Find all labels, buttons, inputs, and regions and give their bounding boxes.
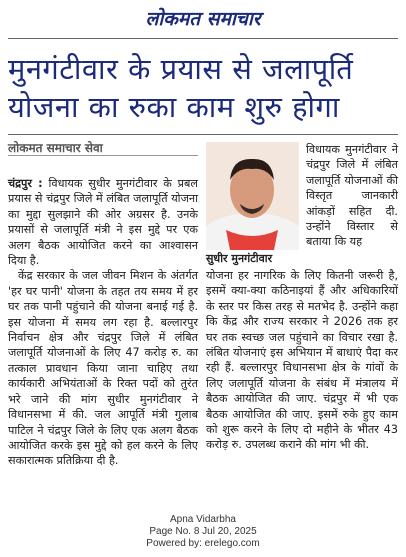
photo-sudhir-mungantiwar bbox=[206, 142, 299, 250]
masthead-rule bbox=[8, 38, 398, 39]
photo-caption: सुधीर मुनगंटीवार bbox=[206, 252, 273, 265]
lead-paragraph bbox=[8, 176, 198, 268]
right-column-bottom bbox=[206, 268, 398, 453]
lead-text: विधायक सुधीर मुनगंटीवार के प्रबल प्रयास से चंद्रपुर जिले में लंबित जलापूर्ति योजना का मुद्दा सुलझाने की ओर अग्रसर है. उनके प्रयासों से जलापूर्ति मंत्री ने इस मुद्दे पर एक अलग बैठक आयोजित करने का आश्वासन दिया है. bbox=[8, 177, 198, 268]
right-bottom-text: योजना हर नागरिक के लिए कितनी जरूरी है, इसमें क्या-क्या कठिनाइयां हैं और अधिकारियों के स्तर पर किस तरह से मतभेद है. उन्होंने कहा कि केंद्र और राज्य सरकार ने 2026 तक हर घर तक स्वच्छ जल पहुंचाने का विचार रखा है. लंबित योजनाएं इस अभियान में बाधाएं पैदा कर रही हैं. बल्लारपुर विधानसभा क्षेत्र के गांवों के लिए जलापूर्ति योजना के संबंध में मंत्रालय में बैठक आयोजित की जाए. चंद्रपुर में भी एक बैठक आयोजित की जाए. इसमें रुके हुए काम को शुरू करने के लिए दो महीने के भीतर 43 करोड़ रु. उपलब्ध कराने की मांग भी की. bbox=[206, 269, 398, 452]
right-column-top bbox=[306, 142, 398, 250]
right-top-text: विधायक मुनगंटीवार ने चंद्रपुर जिले में लंबित जलापूर्ति योजनाओं की विस्तृत जानकारी आंकड़ों सहित दी. उन्होंने विस्तार से बताया कि यह bbox=[306, 143, 398, 249]
footer bbox=[0, 514, 406, 550]
portrait-image bbox=[206, 142, 299, 250]
headline-rule bbox=[8, 134, 398, 135]
masthead: लोकमत समाचार bbox=[145, 8, 261, 30]
byline-rule bbox=[8, 155, 198, 156]
footer-publication: Apna Vidarbha bbox=[170, 514, 236, 525]
dateline: चंद्रपुर : bbox=[8, 177, 43, 190]
agency-byline: लोकमत समाचार सेवा bbox=[8, 141, 103, 155]
footer-page-date: Page No. 8 Jul 20, 2025 bbox=[149, 526, 257, 537]
body-paragraph: केंद्र सरकार के जल जीवन मिशन के अंतर्गत 'हर घर पानी' योजना के तहत तय समय में हर घर तक पानी पहुंचाने की योजना बनाई गई है. इस योजना में समय लग रहा है. बल्लारपुर निर्वाचन क्षेत्र और चंद्रपुर जिले में लंबित जलापूर्ति योजनाओं के लिए 47 करोड़ रु. का तत्काल प्रावधान किया जाना चाहिए तथा कार्यकारी अभियंताओं के रिक्त पदों को तुरंत भरे जाने की मांग सुधीर मुनगंटीवार ने विधानसभा में की. जल आपूर्ति मंत्री गुलाब पाटिल ने चंद्रपुर जिले के लिए एक अलग बैठक आयोजित करके इस मुद्दे को हल करने के लिए सकारात्मक प्रतिक्रिया दी है. bbox=[8, 269, 198, 468]
left-column bbox=[8, 176, 198, 469]
footer-powered: Powered by: erelego.com bbox=[146, 538, 260, 549]
headline: मुनगंटीवार के प्रयास से जलापूर्ति योजना का रुका काम शुरु होगा bbox=[8, 52, 354, 124]
